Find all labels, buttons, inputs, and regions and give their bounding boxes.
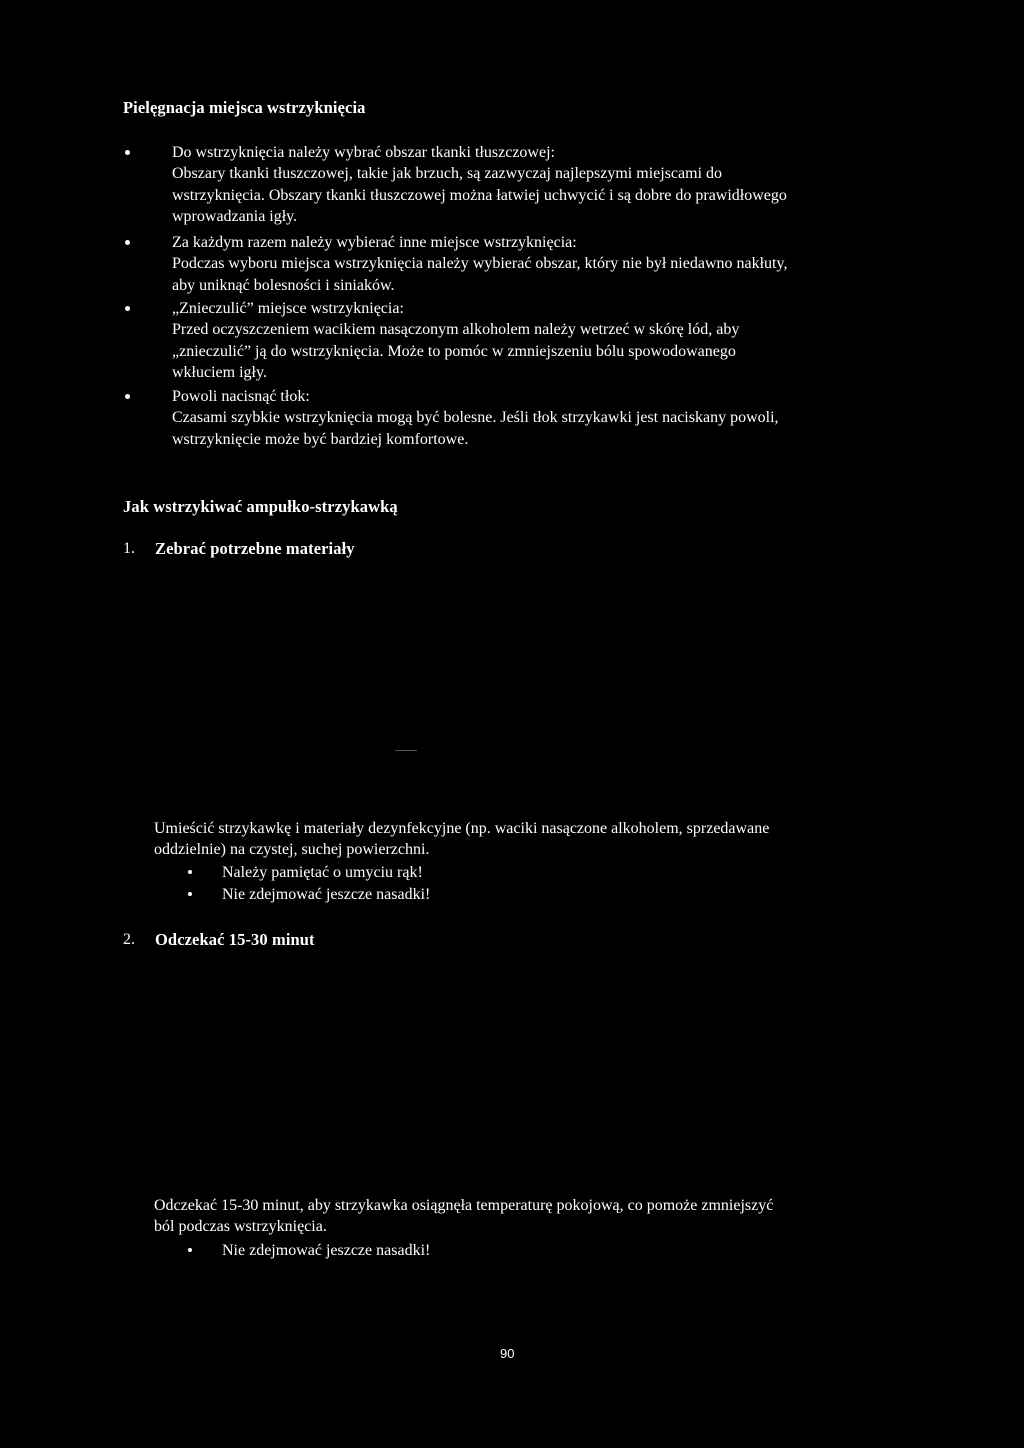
bullet-line: wkłuciem igły. [172, 363, 267, 381]
image-placeholder [395, 750, 417, 751]
bullet-line: Podczas wyboru miejsca wstrzyknięcia należy wybierać obszar, który nie był niedawno nakłuty, [172, 255, 788, 273]
step-heading: Zebrać potrzebne materiały [155, 539, 355, 558]
step-1-header [123, 538, 355, 559]
sub-bullet-keep-cap-2 [222, 1240, 430, 1261]
bullet-icon [188, 892, 192, 896]
sub-bullet-text: Nie zdejmować jeszcze nasadki! [222, 886, 431, 903]
bullet-line: Przed oczyszczeniem wacikiem nasączonym alkoholem należy wetrzeć w skórę lód, aby [172, 321, 740, 339]
bullet-item-rotate-site [172, 232, 912, 296]
bullet-line: Obszary tkanki tłuszczowej, takie jak brzuch, są zazwyczaj najlepszymi miejscami do [172, 165, 723, 183]
step-2-header [123, 929, 315, 950]
step-heading: Odczekać 15-30 minut [155, 930, 315, 949]
sub-bullet-text: Należy pamiętać o umyciu rąk! [222, 864, 423, 881]
bullet-line: wstrzyknięcia. Obszary tkanki tłuszczowej można łatwiej uchwycić i są dobre do prawidłowego [172, 186, 787, 204]
bullet-line: Za każdym razem należy wybierać inne miejsce wstrzyknięcia: [172, 234, 577, 251]
sub-bullet-wash-hands [222, 862, 423, 883]
bullet-icon [125, 150, 130, 155]
step-line: Umieścić strzykawkę i materiały dezynfekcyjne (np. waciki nasączone alkoholem, sprzedawane [154, 820, 770, 837]
step-line: ból podczas wstrzyknięcia. [154, 1218, 327, 1236]
bullet-item-slow-plunger [172, 386, 912, 450]
bullet-icon [125, 240, 130, 245]
bullet-icon [125, 306, 130, 311]
bullet-icon [188, 1248, 192, 1252]
step-number: 1. [123, 540, 135, 557]
bullet-line: wstrzyknięcie może być bardziej komfortowe. [172, 430, 469, 448]
step-1-body [154, 818, 934, 861]
bullet-icon [188, 870, 192, 874]
bullet-item-numb-site [172, 298, 912, 383]
bullet-item-fat-tissue [172, 142, 912, 227]
bullet-line: Powoli nacisnąć tłok: [172, 388, 310, 405]
bullet-line: aby uniknąć bolesności i siniaków. [172, 276, 395, 294]
bullet-line: „znieczulić” ją do wstrzyknięcia. Może to pomóc w zmniejszeniu bólu spowodowanego [172, 342, 736, 360]
bullet-icon [125, 394, 130, 399]
bullet-line: Do wstrzyknięcia należy wybrać obszar tkanki tłuszczowej: [172, 144, 555, 161]
sub-bullet-keep-cap [222, 884, 430, 905]
step-number: 2. [123, 931, 135, 948]
sub-bullet-text: Nie zdejmować jeszcze nasadki! [222, 1242, 431, 1259]
step-2-body [154, 1195, 934, 1238]
section-title-how-to-inject: Jak wstrzykiwać ampułko-strzykawką [123, 497, 398, 516]
bullet-line: wprowadzania igły. [172, 207, 298, 225]
page-number: 90 [500, 1346, 515, 1361]
step-line: oddzielnie) na czystej, suchej powierzchni. [154, 841, 430, 859]
bullet-line: „Znieczulić” miejsce wstrzyknięcia: [172, 300, 404, 317]
section-title-injection-site-care: Pielęgnacja miejsca wstrzyknięcia [123, 98, 366, 117]
step-line: Odczekać 15-30 minut, aby strzykawka osiągnęła temperaturę pokojową, co pomoże zmniejszyć [154, 1197, 774, 1214]
bullet-line: Czasami szybkie wstrzyknięcia mogą być bolesne. Jeśli tłok strzykawki jest naciskany powoli, [172, 409, 779, 427]
